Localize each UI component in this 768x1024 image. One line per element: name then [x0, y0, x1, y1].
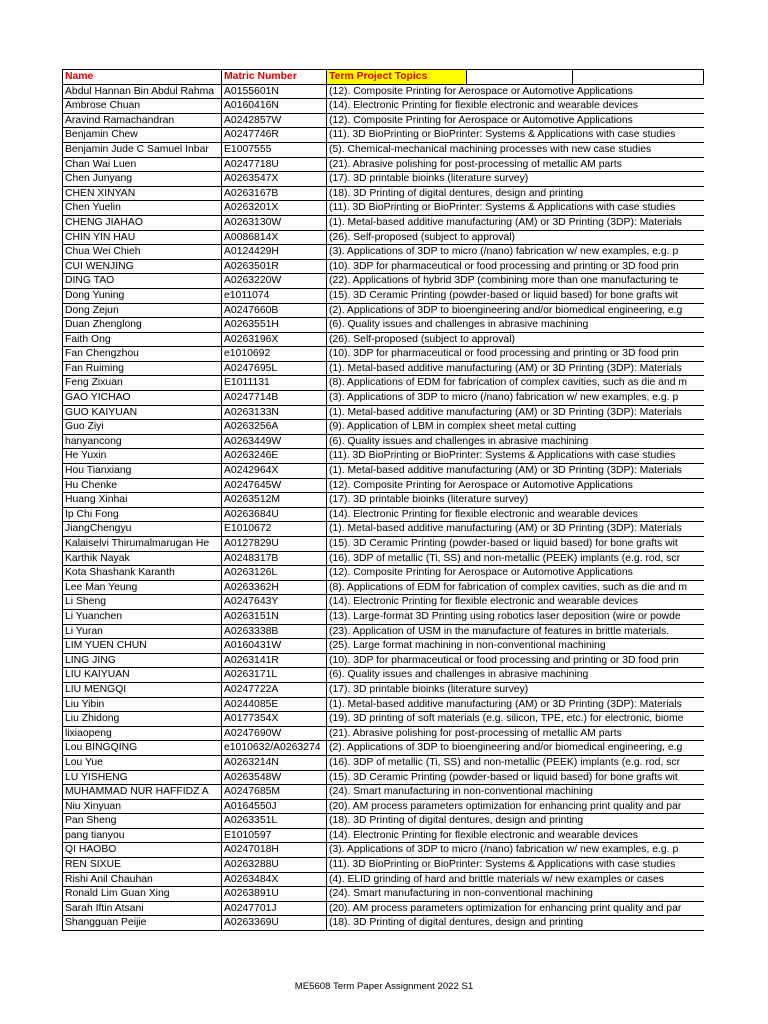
cell-name[interactable]: JiangChengyu: [63, 522, 222, 537]
cell-matric-number[interactable]: A0160416N: [222, 99, 327, 114]
cell-matric-number[interactable]: A0263362H: [222, 580, 327, 595]
table-row: [63, 537, 704, 552]
table-row: [63, 303, 704, 318]
table-row: [63, 332, 704, 347]
cell-matric-number[interactable]: A0247645W: [222, 478, 327, 493]
table-row: [63, 230, 704, 245]
cell-name[interactable]: CHENG JIAHAO: [63, 215, 222, 230]
table-row: [63, 668, 704, 683]
table-row: [63, 741, 704, 756]
cell-project-topic[interactable]: (10). 3DP for pharmaceutical or food processing and printing or 3D food prin: [327, 259, 704, 274]
cell-matric-number[interactable]: A0263369U: [222, 916, 327, 931]
cell-matric-number[interactable]: A0263167B: [222, 186, 327, 201]
cell-project-topic[interactable]: (6). Quality issues and challenges in abrasive machining: [327, 318, 704, 333]
cell-name[interactable]: Aravind Ramachandran: [63, 113, 222, 128]
table-row: [63, 288, 704, 303]
cell-project-topic[interactable]: (14). Electronic Printing for flexible electronic and wearable devices: [327, 828, 704, 843]
table-row: [63, 493, 704, 508]
cell-project-topic[interactable]: (16). 3DP of metallic (Ti, SS) and non-metallic (PEEK) implants (e.g. rod, scr: [327, 755, 704, 770]
cell-matric-number[interactable]: A0263130W: [222, 215, 327, 230]
table-row: [63, 755, 704, 770]
table-row: [63, 464, 704, 479]
cell-project-topic[interactable]: (16). 3DP of metallic (Ti, SS) and non-metallic (PEEK) implants (e.g. rod, scr: [327, 551, 704, 566]
cell-name[interactable]: Li Yuanchen: [63, 609, 222, 624]
table-row: [63, 566, 704, 581]
cell-project-topic[interactable]: (3). Applications of 3DP to micro (/nano) fabrication w/ new examples, e.g. p: [327, 843, 704, 858]
cell-name[interactable]: LIU KAIYUAN: [63, 668, 222, 683]
cell-matric-number[interactable]: A0247722A: [222, 682, 327, 697]
cell-name[interactable]: Karthik Nayak: [63, 551, 222, 566]
cell-project-topic[interactable]: (19). 3D printing of soft materials (e.g. silicon, TPE, etc.) for electronic, biome: [327, 712, 704, 727]
cell-project-topic[interactable]: (15). 3D Ceramic Printing (powder-based or liquid based) for bone grafts wit: [327, 288, 704, 303]
cell-matric-number[interactable]: A0263684U: [222, 507, 327, 522]
cell-project-topic[interactable]: (11). 3D BioPrinting or BioPrinter: Systems & Applications with case studies: [327, 201, 704, 216]
header-topic[interactable]: Term Project Topics: [327, 70, 467, 85]
cell-matric-number[interactable]: A0263548W: [222, 770, 327, 785]
cell-matric-number[interactable]: A0247714B: [222, 391, 327, 406]
table-row: [63, 376, 704, 391]
table-row: [63, 887, 704, 902]
cell-matric-number[interactable]: A0164550J: [222, 799, 327, 814]
cell-name[interactable]: Pan Sheng: [63, 814, 222, 829]
cell-project-topic[interactable]: (12). Composite Printing for Aerospace or Automotive Applications: [327, 478, 704, 493]
table-row: [63, 901, 704, 916]
header-name[interactable]: Name: [63, 70, 222, 85]
cell-matric-number[interactable]: A0248317B: [222, 551, 327, 566]
cell-project-topic[interactable]: (10). 3DP for pharmaceutical or food processing and printing or 3D food prin: [327, 653, 704, 668]
cell-matric-number[interactable]: A0247018H: [222, 843, 327, 858]
cell-matric-number[interactable]: A0263171L: [222, 668, 327, 683]
cell-matric-number[interactable]: A0263214N: [222, 755, 327, 770]
cell-name[interactable]: LU YISHENG: [63, 770, 222, 785]
table-row: [63, 391, 704, 406]
cell-matric-number[interactable]: A0242857W: [222, 113, 327, 128]
cell-project-topic[interactable]: (1). Metal-based additive manufacturing (AM) or 3D Printing (3DP): Materials: [327, 464, 704, 479]
cell-matric-number[interactable]: e1010632/A0263274: [222, 741, 327, 756]
cell-project-topic[interactable]: (24). Smart manufacturing in non-conventional machining: [327, 785, 704, 800]
table-row: [63, 245, 704, 260]
cell-project-topic[interactable]: (3). Applications of 3DP to micro (/nano) fabrication w/ new examples, e.g. p: [327, 245, 704, 260]
cell-matric-number[interactable]: A0247701J: [222, 901, 327, 916]
table-row: [63, 653, 704, 668]
cell-matric-number[interactable]: A0247685M: [222, 785, 327, 800]
cell-project-topic[interactable]: (14). Electronic Printing for flexible electronic and wearable devices: [327, 507, 704, 522]
cell-matric-number[interactable]: E1010597: [222, 828, 327, 843]
cell-project-topic[interactable]: (24). Smart manufacturing in non-conventional machining: [327, 887, 704, 902]
table-row: [63, 186, 704, 201]
cell-name[interactable]: Benjamin Jude C Samuel Inbar: [63, 142, 222, 157]
cell-project-topic[interactable]: (26). Self-proposed (subject to approval): [327, 332, 704, 347]
cell-name[interactable]: Ronald Lim Guan Xing: [63, 887, 222, 902]
cell-name[interactable]: He Yuxin: [63, 449, 222, 464]
table-row: [63, 157, 704, 172]
cell-matric-number[interactable]: A0242964X: [222, 464, 327, 479]
cell-matric-number[interactable]: A0244085E: [222, 697, 327, 712]
cell-name[interactable]: Feng Zixuan: [63, 376, 222, 391]
cell-project-topic[interactable]: (15). 3D Ceramic Printing (powder-based or liquid based) for bone grafts wit: [327, 537, 704, 552]
cell-project-topic[interactable]: (23). Application of USM in the manufacture of features in brittle materials.: [327, 624, 704, 639]
table-row: [63, 201, 704, 216]
cell-matric-number[interactable]: A0263288U: [222, 858, 327, 873]
cell-matric-number[interactable]: A0263256A: [222, 420, 327, 435]
cell-project-topic[interactable]: (11). 3D BioPrinting or BioPrinter: Systems & Applications with case studies: [327, 449, 704, 464]
cell-matric-number[interactable]: A0263126L: [222, 566, 327, 581]
cell-name[interactable]: Duan Zhenglong: [63, 318, 222, 333]
header-row: [63, 70, 704, 85]
cell-matric-number[interactable]: A0155601N: [222, 84, 327, 99]
cell-project-topic[interactable]: (18). 3D Printing of digital dentures, design and printing: [327, 916, 704, 931]
cell-matric-number[interactable]: e1010692: [222, 347, 327, 362]
cell-name[interactable]: Lou BINGQING: [63, 741, 222, 756]
table-row: [63, 172, 704, 187]
cell-project-topic[interactable]: (20). AM process parameters optimization for enhancing print quality and par: [327, 799, 704, 814]
cell-name[interactable]: Liu Yibin: [63, 697, 222, 712]
cell-project-topic[interactable]: (22). Applications of hybrid 3DP (combining more than one manufacturing te: [327, 274, 704, 289]
cell-project-topic[interactable]: (12). Composite Printing for Aerospace or Automotive Applications: [327, 84, 704, 99]
cell-name[interactable]: Lou Yue: [63, 755, 222, 770]
cell-matric-number[interactable]: A0263484X: [222, 872, 327, 887]
cell-name[interactable]: Faith Ong: [63, 332, 222, 347]
cell-matric-number[interactable]: A0263151N: [222, 609, 327, 624]
cell-project-topic[interactable]: (25). Large format machining in non-conventional machining: [327, 639, 704, 654]
cell-name[interactable]: MUHAMMAD NUR HAFFIDZ A: [63, 785, 222, 800]
cell-matric-number[interactable]: A0263246E: [222, 449, 327, 464]
cell-project-topic[interactable]: (2). Applications of 3DP to bioengineering and/or biomedical engineering, e.g: [327, 741, 704, 756]
cell-project-topic[interactable]: (18). 3D Printing of digital dentures, design and printing: [327, 186, 704, 201]
cell-name[interactable]: Dong Zejun: [63, 303, 222, 318]
cell-name[interactable]: Li Yuran: [63, 624, 222, 639]
cell-name[interactable]: Chen Junyang: [63, 172, 222, 187]
cell-project-topic[interactable]: (17). 3D printable bioinks (literature survey): [327, 682, 704, 697]
cell-project-topic[interactable]: (11). 3D BioPrinting or BioPrinter: Systems & Applications with case studies: [327, 128, 704, 143]
cell-matric-number[interactable]: E1007555: [222, 142, 327, 157]
table-row: [63, 522, 704, 537]
cell-matric-number[interactable]: A0263201X: [222, 201, 327, 216]
cell-name[interactable]: Huang Xinhai: [63, 493, 222, 508]
header-empty-cell[interactable]: [467, 70, 573, 85]
cell-matric-number[interactable]: A0263351L: [222, 814, 327, 829]
table-row: [63, 318, 704, 333]
cell-name[interactable]: Sarah Iftin Atsani: [63, 901, 222, 916]
table-row: [63, 142, 704, 157]
cell-matric-number[interactable]: A0263449W: [222, 434, 327, 449]
cell-name[interactable]: Shangguan Peijie: [63, 916, 222, 931]
cell-project-topic[interactable]: (1). Metal-based additive manufacturing (AM) or 3D Printing (3DP): Materials: [327, 522, 704, 537]
cell-project-topic[interactable]: (18). 3D Printing of digital dentures, design and printing: [327, 814, 704, 829]
cell-project-topic[interactable]: (14). Electronic Printing for flexible electronic and wearable devices: [327, 99, 704, 114]
cell-name[interactable]: Fan Chengzhou: [63, 347, 222, 362]
cell-name[interactable]: QI HAOBO: [63, 843, 222, 858]
table-row: [63, 580, 704, 595]
cell-matric-number[interactable]: E1011131: [222, 376, 327, 391]
table-row: [63, 478, 704, 493]
cell-name[interactable]: Benjamin Chew: [63, 128, 222, 143]
cell-project-topic[interactable]: (14). Electronic Printing for flexible electronic and wearable devices: [327, 595, 704, 610]
cell-name[interactable]: CUI WENJING: [63, 259, 222, 274]
cell-project-topic[interactable]: (6). Quality issues and challenges in abrasive machining: [327, 434, 704, 449]
cell-matric-number[interactable]: A0263512M: [222, 493, 327, 508]
cell-project-topic[interactable]: (21). Abrasive polishing for post-processing of metallic AM parts: [327, 726, 704, 741]
table-row: [63, 259, 704, 274]
cell-project-topic[interactable]: (2). Applications of 3DP to bioengineering and/or biomedical engineering, e.g: [327, 303, 704, 318]
cell-project-topic[interactable]: (3). Applications of 3DP to micro (/nano) fabrication w/ new examples, e.g. p: [327, 391, 704, 406]
table-row: [63, 624, 704, 639]
cell-matric-number[interactable]: A0263551H: [222, 318, 327, 333]
cell-project-topic[interactable]: (11). 3D BioPrinting or BioPrinter: Systems & Applications with case studies: [327, 858, 704, 873]
cell-matric-number[interactable]: A0247690W: [222, 726, 327, 741]
cell-matric-number[interactable]: A0263338B: [222, 624, 327, 639]
table-row: [63, 799, 704, 814]
table-row: [63, 99, 704, 114]
cell-project-topic[interactable]: (15). 3D Ceramic Printing (powder-based or liquid based) for bone grafts wit: [327, 770, 704, 785]
cell-name[interactable]: lixiaopeng: [63, 726, 222, 741]
spreadsheet-table: [62, 69, 704, 931]
cell-project-topic[interactable]: (4). ELID grinding of hard and brittle materials w/ new examples or cases: [327, 872, 704, 887]
cell-matric-number[interactable]: A0263196X: [222, 332, 327, 347]
cell-matric-number[interactable]: e1011074: [222, 288, 327, 303]
cell-name[interactable]: Abdul Hannan Bin Abdul Rahma: [63, 84, 222, 99]
cell-matric-number[interactable]: A0247643Y: [222, 595, 327, 610]
page-footer: ME5608 Term Paper Assignment 2022 S1: [294, 981, 474, 992]
table-row: [63, 785, 704, 800]
cell-name[interactable]: Chan Wai Luen: [63, 157, 222, 172]
table-row: [63, 858, 704, 873]
cell-project-topic[interactable]: (12). Composite Printing for Aerospace or Automotive Applications: [327, 566, 704, 581]
cell-name[interactable]: Fan Ruiming: [63, 361, 222, 376]
table-row: [63, 828, 704, 843]
cell-matric-number[interactable]: A0263220W: [222, 274, 327, 289]
cell-matric-number[interactable]: A0127829U: [222, 537, 327, 552]
cell-project-topic[interactable]: (8). Applications of EDM for fabrication of complex cavities, such as die and m: [327, 580, 704, 595]
cell-name[interactable]: LIM YUEN CHUN: [63, 639, 222, 654]
table-row: [63, 726, 704, 741]
table-row: [63, 770, 704, 785]
table-row: [63, 814, 704, 829]
cell-matric-number[interactable]: A0263891U: [222, 887, 327, 902]
table-row: [63, 128, 704, 143]
table-row: [63, 697, 704, 712]
table-row: [63, 347, 704, 362]
cell-matric-number[interactable]: A0086814X: [222, 230, 327, 245]
cell-project-topic[interactable]: (1). Metal-based additive manufacturing (AM) or 3D Printing (3DP): Materials: [327, 697, 704, 712]
cell-matric-number[interactable]: A0247718U: [222, 157, 327, 172]
header-empty-cell[interactable]: [573, 70, 704, 85]
table-row: [63, 405, 704, 420]
table-row: [63, 507, 704, 522]
cell-matric-number[interactable]: A0263133N: [222, 405, 327, 420]
cell-matric-number[interactable]: A0263141R: [222, 653, 327, 668]
cell-project-topic[interactable]: (10). 3DP for pharmaceutical or food processing and printing or 3D food prin: [327, 347, 704, 362]
table-row: [63, 712, 704, 727]
table-row: [63, 639, 704, 654]
cell-matric-number[interactable]: A0177354X: [222, 712, 327, 727]
cell-matric-number[interactable]: A0263547X: [222, 172, 327, 187]
cell-matric-number[interactable]: A0124429H: [222, 245, 327, 260]
cell-name[interactable]: Niu Xinyuan: [63, 799, 222, 814]
cell-name[interactable]: Guo Ziyi: [63, 420, 222, 435]
table-row: [63, 274, 704, 289]
cell-name[interactable]: Lee Man Yeung: [63, 580, 222, 595]
cell-name[interactable]: Kalaiselvi Thirumalmarugan He: [63, 537, 222, 552]
table-row: [63, 84, 704, 99]
cell-name[interactable]: Li Sheng: [63, 595, 222, 610]
cell-project-topic[interactable]: (9). Application of LBM in complex sheet metal cutting: [327, 420, 704, 435]
cell-name[interactable]: Rishi Anil Chauhan: [63, 872, 222, 887]
cell-name[interactable]: Hou Tianxiang: [63, 464, 222, 479]
table-row: [63, 551, 704, 566]
cell-name[interactable]: CHIN YIN HAU: [63, 230, 222, 245]
table-row: [63, 449, 704, 464]
cell-project-topic[interactable]: (1). Metal-based additive manufacturing (AM) or 3D Printing (3DP): Materials: [327, 215, 704, 230]
cell-project-topic[interactable]: (20). AM process parameters optimization for enhancing print quality and par: [327, 901, 704, 916]
cell-name[interactable]: CHEN XINYAN: [63, 186, 222, 201]
cell-project-topic[interactable]: (26). Self-proposed (subject to approval): [327, 230, 704, 245]
table-row: [63, 215, 704, 230]
cell-name[interactable]: Chua Wei Chieh: [63, 245, 222, 260]
cell-name[interactable]: GUO KAIYUAN: [63, 405, 222, 420]
table-row: [63, 843, 704, 858]
table-row: [63, 609, 704, 624]
cell-project-topic[interactable]: (1). Metal-based additive manufacturing (AM) or 3D Printing (3DP): Materials: [327, 361, 704, 376]
table-row: [63, 916, 704, 931]
cell-name[interactable]: Ambrose Chuan: [63, 99, 222, 114]
cell-name[interactable]: LIU MENGQI: [63, 682, 222, 697]
cell-project-topic[interactable]: (5). Chemical-mechanical machining processes with new case studies: [327, 142, 704, 157]
cell-matric-number[interactable]: A0247746R: [222, 128, 327, 143]
cell-matric-number[interactable]: A0160431W: [222, 639, 327, 654]
cell-name[interactable]: Kota Shashank Karanth: [63, 566, 222, 581]
cell-matric-number[interactable]: A0247660B: [222, 303, 327, 318]
cell-name[interactable]: DING TAO: [63, 274, 222, 289]
cell-matric-number[interactable]: E1010672: [222, 522, 327, 537]
table-row: [63, 361, 704, 376]
table-row: [63, 682, 704, 697]
table-row: [63, 595, 704, 610]
cell-project-topic[interactable]: (8). Applications of EDM for fabrication of complex cavities, such as die and m: [327, 376, 704, 391]
table-body: [63, 70, 704, 931]
cell-project-topic[interactable]: (1). Metal-based additive manufacturing (AM) or 3D Printing (3DP): Materials: [327, 405, 704, 420]
table-row: [63, 434, 704, 449]
cell-project-topic[interactable]: (13). Large-format 3D Printing using robotics laser deposition (wire or powde: [327, 609, 704, 624]
cell-name[interactable]: GAO YICHAO: [63, 391, 222, 406]
cell-name[interactable]: hanyancong: [63, 434, 222, 449]
cell-matric-number[interactable]: A0247695L: [222, 361, 327, 376]
cell-name[interactable]: pang tianyou: [63, 828, 222, 843]
table-row: [63, 420, 704, 435]
cell-project-topic[interactable]: (17). 3D printable bioinks (literature survey): [327, 172, 704, 187]
cell-name[interactable]: REN SIXUE: [63, 858, 222, 873]
cell-project-topic[interactable]: (21). Abrasive polishing for post-processing of metallic AM parts: [327, 157, 704, 172]
header-matric[interactable]: Matric Number: [222, 70, 327, 85]
cell-name[interactable]: Dong Yuning: [63, 288, 222, 303]
table-row: [63, 113, 704, 128]
cell-project-topic[interactable]: (17). 3D printable bioinks (literature survey): [327, 493, 704, 508]
table-row: [63, 872, 704, 887]
cell-name[interactable]: Hu Chenke: [63, 478, 222, 493]
cell-project-topic[interactable]: (12). Composite Printing for Aerospace or Automotive Applications: [327, 113, 704, 128]
cell-name[interactable]: Ip Chi Fong: [63, 507, 222, 522]
cell-name[interactable]: Chen Yuelin: [63, 201, 222, 216]
cell-name[interactable]: LING JING: [63, 653, 222, 668]
cell-matric-number[interactable]: A0263501R: [222, 259, 327, 274]
cell-project-topic[interactable]: (6). Quality issues and challenges in abrasive machining: [327, 668, 704, 683]
cell-name[interactable]: Liu Zhidong: [63, 712, 222, 727]
